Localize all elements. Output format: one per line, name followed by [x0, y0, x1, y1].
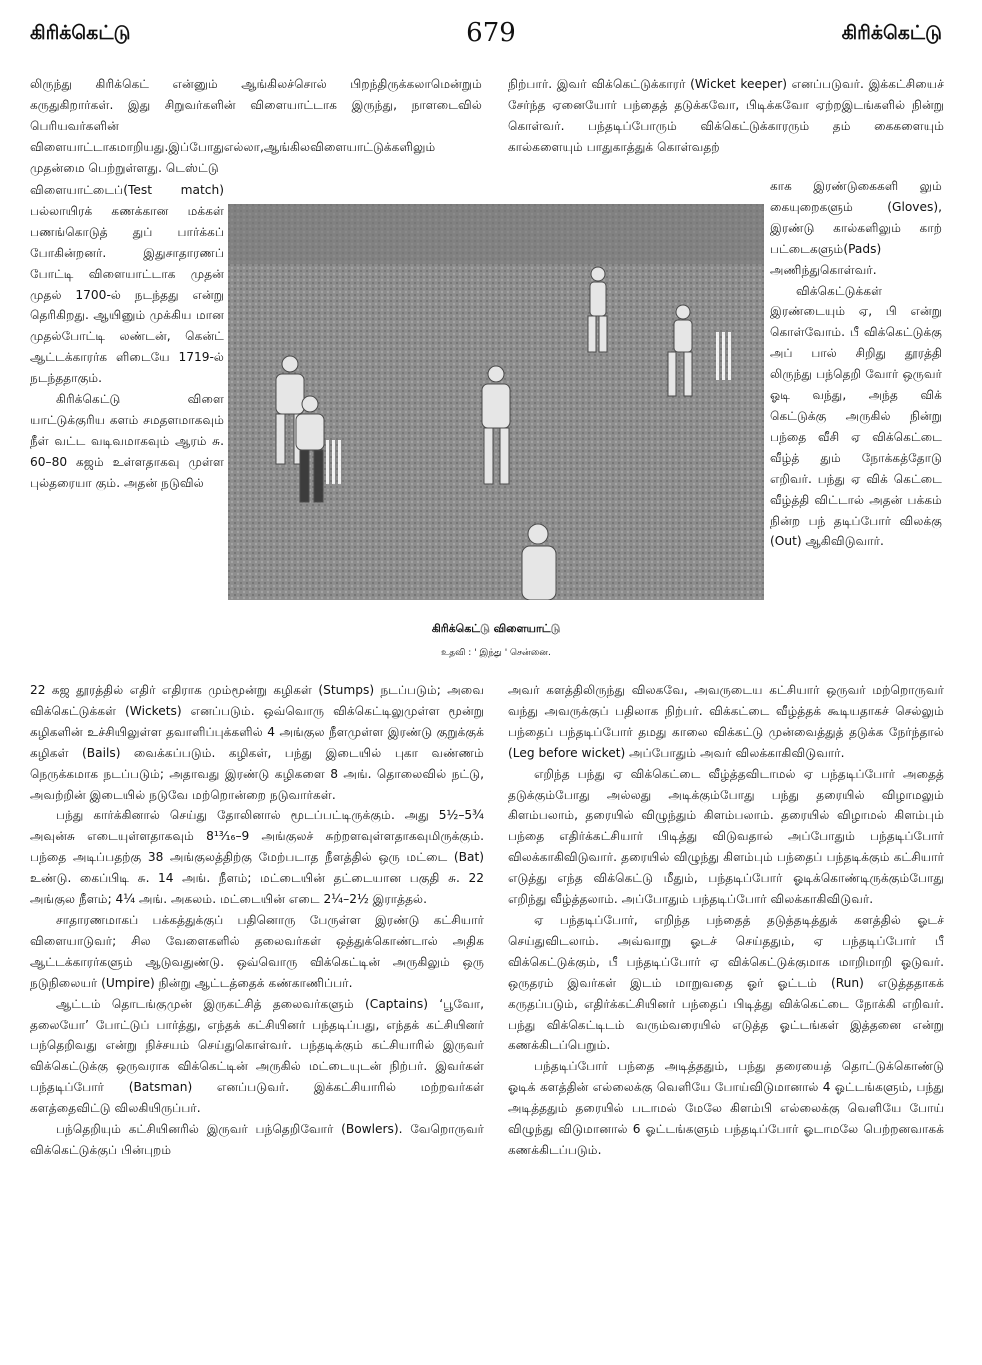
left-column-top	[30, 74, 482, 179]
paragraph: ஏ பந்தடிப்போர், எறிந்த பந்தைத் தடுத்தடித்துக் களத்தில் ஓடச் செய்துவிடலாம். அவ்வாறு ஓடச் செய்ததும், ஏ பந்தடிப்போர் பீ விக்கெட்டுக்கும், பீ பந்தடிப்போர் ஏ விக்கெட்டுக்குமாக மாறிமாறி ஓடுவர். ஒருதரம் இவர்கள் இடம் மாறுவதை ஓர் ஓட்டம் (Run) எடுத்ததாகக் கருதப்படும், எதிர்க்கட்சியினர் பந்தைப் பிடித்து விக்கெட்டை நோக்கி எறிவர். பந்து விக்கெட்டிடம் வரும்வரையில் எடுத்த ஓட்டங்கள் இத்தனை என்று கணக்கிடப்பெறும்.	[508, 912, 944, 1053]
page-header	[0, 18, 982, 58]
paragraph: காக இரண்டுகைகளி லும் கையுறைகளும் (Gloves), இரண்டு கால்களிலும் காற் பட்டைகளும்(Pads) அணிந்துகொள்வர்.	[770, 179, 942, 277]
paragraph: விக்கெட்டுக்கள் இரண்டையும் ஏ, பி என்று கொள்வோம். பீ விக்கெட்டுக்கு அப் பால் சிறிது தூரத்தி லிருந்து பந்தெறி வோர் ஒருவர் ஓடி வந்து, அந்த விக் கெட்டுக்கு அருகில் நின்று பந்தை வீசி ஏ விக்கெட்டை வீழ்த் தும் நோக்கத்தோடு எறிவர். பந்து ஏ விக் கெட்டை வீழ்த்தி விட்டால் அதன் பக்கம் நின்ற பந் தடிப்போர் விலக்கு (Out) ஆகிவிடுவார்.	[770, 283, 942, 549]
paragraph: நிற்பார். இவர் விக்கெட்டுக்காரர் (Wicket keeper) எனப்படுவர். இக்கட்சியைச் சேர்ந்த ஏனையோர் பந்தைத் தடுக்கவோ, பிடிக்கவோ ஏற்றஇடங்களில் நின்று கொள்வர். பந்தடிப்போரும் விக்கெட்டுக்காரரும் தம் கைகளையும் கால்களையும் பாதுகாத்துக் கொள்வதற்	[508, 77, 944, 154]
paragraph: கிரிக்கெட்டு விளை யாட்டுக்குரிய களம் சமதளமாகவும் நீள் வட்ட வடிவமாகவும் ஆரம் சு. 60–80 கஜம் உள்ளதாகவு முள்ள புல்தரையா கும். அதன் நடுவில்	[30, 392, 224, 490]
right-column-narrow	[770, 176, 942, 552]
paragraph: பந்தெறியும் கட்சியினரில் இருவர் பந்தெறிவோர் (Bowlers). வேறொருவர் விக்கெட்டுக்குப் பின்புறம்	[30, 1122, 484, 1157]
running-title-right: கிரிக்கெட்டு	[841, 22, 942, 44]
paragraph: பந்தடிப்போர் பந்தை அடித்ததும், பந்து தரையைத் தொட்டுக்கொண்டு ஓடிக் களத்தின் எல்லைக்கு வெளியே போய்விடுமானால் 4 ஓட்டங்களும், பந்து அடித்ததும் தரையில் படாமல் மேலே கிளம்பி எல்லைக்கு வெளியே போய் விழுந்து விடுமானால் 6 ஓட்டங்களும் பந்தடிப்போர் ஓடாமலே பெற்றனவாகக் கணக்கிடப்படும்.	[508, 1059, 944, 1157]
right-column-top	[508, 74, 944, 158]
figure-credit: உதவி : ' இந்து ' சென்னை.	[441, 648, 551, 658]
right-column-lower	[508, 680, 944, 1161]
cricket-photo	[228, 204, 764, 600]
paragraph: சாதாரணமாகப் பக்கத்துக்குப் பதினொரு பேருள்ள இரண்டு கட்சியார் விளையாடுவர்; சில வேளைகளில் தலைவர்கள் ஒத்துக்கொண்டால் அதிக ஆட்டக்காரர்களும் ஆடுவதுண்டு. ஒவ்வொரு விக்கெட்டின் அருகிலும் ஒரு நடுநிலையர் (Umpire) நின்று ஆட்டத்தைக் கண்காணிப்பர்.	[30, 912, 484, 990]
page-number: 679	[466, 18, 516, 48]
paragraph: அவர் களத்திலிருந்து விலகவே, அவருடைய கட்சியார் ஒருவர் மற்றொருவர் வந்து அவருக்குப் பதிலாக நிற்பர். விக்கட்டை வீழ்த்தக் கூடியதாகச் செல்லும் பந்தைப் பந்தடிப்போர் தமது காலை விக்கட்டு முன்வைத்துத் தடுக்க நேர்ந்தால் (Leg before wicket) அப்போதும் அவர் விலக்காகிவிடுவார்.	[508, 683, 944, 760]
paragraph: 22 கஜ தூரத்தில் எதிர் எதிராக மும்மூன்று கழிகள் (Stumps) நடப்படும்; அவை விக்கெட்டுக்கள் (Wickets) எனப்படும். ஒவ்வொரு விக்கெட்டிலுமுள்ள மூன்று கழிகளின் உச்சியிலுள்ள தவாளிப்புக்களில் 4 அங்குல நீளமுள்ள இரண்டு குறுக்குக் கழிகள் (Bails) வைக்கப்படும். கழிகள், பந்து இடையில் புகா வண்ணம் நெருக்கமாக நடப்படும்; அதாவது இரண்டு கழிகளை 8 அங். தொலைவில் நட்டு, அவற்றின் இடையில் நடுவே மற்றொன்றை நடுவார்கள்.	[30, 683, 484, 802]
left-column-lower	[30, 680, 484, 1161]
figure-caption: கிரிக்கெட்டு விளையாட்டு	[431, 622, 561, 635]
paragraph: ஆட்டம் தொடங்குமுன் இருகட்சித் தலைவர்களும் (Captains) ‘பூவோ, தலையோ’ போட்டுப் பார்த்து, எந்தக் கட்சியினர் பந்தடிப்பது, எந்தக் கட்சியினர் பந்தெறிவது என்று நிச்சயம் செய்துகொள்வர். பந்தடிக்கும் கட்சியாரில் இருவர் விக்கெட்டுக்கு ஒருவராக விக்கெட்டின் அருகில் மட்டையுடன் நிற்பர். இவர்கள் பந்தடிப்போர் (Batsman) எனப்படுவர். இக்கட்சியாரில் மற்றவர்கள் களத்தைவிட்டு விலகியிருப்பர்.	[30, 996, 484, 1116]
left-column-narrow	[30, 180, 224, 494]
paragraph: எறிந்த பந்து ஏ விக்கெட்டை வீழ்த்தவிடாமல் ஏ பந்தடிப்போர் அதைத் தடுக்கும்போது அல்லது அடிக்கும்போது பந்து தரையில் விழாமலும் கிளம்பலாம், தரையில் விழுந்தும் கிளம்பலாம். தரையில் விழாமல் கிளம்பும் பந்தை எதிர்க்கட்சியார் பிடித்து விடுவதால் அப்போதும் பந்தடிப்போர் விலக்காகிவிடுவார். தரையில் விழுந்து கிளம்பும் பந்தைப் பந்தடிக்கும் கட்சியார் எடுத்து எந்த விக்கெட்டு மீதும், பந்தடிப்போர் ஓடிக்கொண்டிருக்கும்போது எறிந்து வீழ்த்தலாம். அப்போதும் பந்தடிப்போர் விலக்காகிவிடுவர்.	[508, 766, 944, 907]
cricket-match-photo	[228, 204, 764, 600]
paragraph: விளையாட்டைப்(Test match) பல்லாயிரக் கணக்கான மக்கள் பணங்கொடுத் துப் பார்க்கப் போகின்றனர். இதுசாதாரணப் போட்டி விளையாட்டாக முதன் முதல் 1700-ல் நடந்தது என்று தெரிகிறது. ஆயினும் முக்கிய மான முதல்போட்டி லண்டன், கென்ட் ஆட்டக்காரர்க ளிடையே 1719-ல் நடந்ததாகும்.	[30, 183, 224, 386]
paragraph: லிருந்து கிரிக்கெட் என்னும் ஆங்கிலச்சொல் பிறந்திருக்கலாமென்றும் கருதுகிறார்கள். இது சிறுவர்களின் விளையாட்டாக இருந்து, நாளடைவில் பெரியவர்களின் விளையாட்டாகமாறியது.இப்போதுஎல்லா,ஆங்கிலவிளையாட்டுக்களிலும் முதன்மை பெற்றுள்ளது. டெஸ்ட்டு	[30, 77, 482, 175]
running-title-left: கிரிக்கெட்டு	[30, 22, 131, 44]
paragraph: பந்து கார்க்கினால் செய்து தோலினால் மூடப்பட்டிருக்கும். அது 5½–5¾ அவுன்சு எடையுள்ளதாகவும் 8¹³⁄₁₆–9 அங்குலச் சுற்றளவுள்ளதாகவுமிருக்கும். பந்தை அடிப்பதற்கு 38 அங்குலத்திற்கு மேற்படாத நீளத்தில் ஒரு மட்டை (Bat) உண்டு. கைப்பிடி சு. 14 அங். நீளம்; மட்டையின் தட்டையான பகுதி சு. 22 அங்குல நீளம்; 4¼ அங். அகலம். மட்டையின் எடை 2¼–2½ இராத்தல்.	[30, 808, 484, 907]
